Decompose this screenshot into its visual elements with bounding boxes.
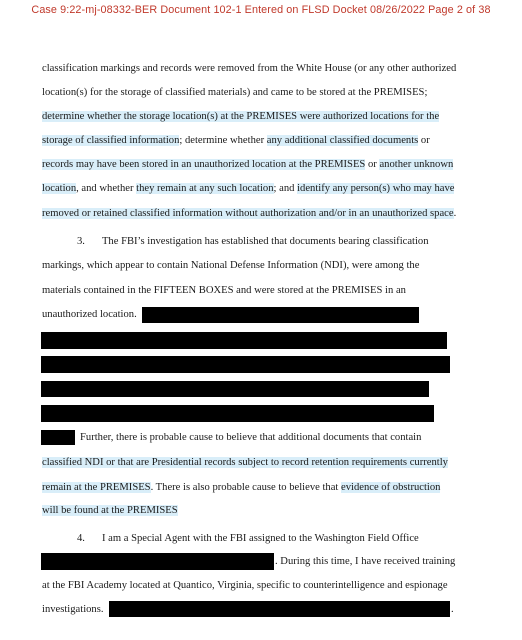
highlighted-text: records may have been stored in an unauthorized location at the PREMISES: [42, 159, 366, 170]
text-line: removed or retained classified information without authorization and/or in an unauthorized space.: [42, 208, 457, 219]
highlighted-text: evidence of obstruction: [341, 482, 441, 493]
highlighted-text: determine whether the storage location(s) at the PREMISES were authorized locations for the: [42, 111, 440, 122]
text-line: 4. I am a Special Agent with the FBI assigned to the Washington Field Office: [77, 533, 419, 544]
text-line: remain at the PREMISES. There is also probable cause to believe that evidence of obstruction: [42, 482, 441, 493]
redaction-bar: [41, 332, 447, 349]
highlighted-text: classified NDI or that are Presidential records subject to record retention requirements currently: [42, 457, 448, 468]
redaction-bar: [41, 381, 429, 397]
text-line: classification markings and records were removed from the White House (or any other authorized: [42, 63, 457, 74]
text-line: Further, there is probable cause to believe that additional documents that contain: [80, 432, 422, 443]
text-line: [0, 455, 522, 471]
highlighted-text: remain at the PREMISES: [42, 482, 151, 493]
highlighted-text: storage of classified information: [42, 135, 180, 146]
highlighted-text: location: [42, 183, 77, 194]
text-line: . During this time, I have received training: [275, 556, 456, 567]
redaction-bar: [41, 356, 450, 373]
text-line: [0, 109, 522, 125]
text-line: location, and whether they remain at any such location; and identify any person(s) who may have: [42, 183, 455, 194]
paragraph-number: 4.: [77, 533, 85, 544]
text-line: unauthorized location.: [42, 309, 137, 320]
highlighted-text: removed or retained classified information without authorization and/or in an unauthorized space: [42, 208, 454, 219]
text-line: at the FBI Academy located at Quantico, Virginia, specific to counterintelligence and espionage: [42, 580, 448, 591]
highlighted-text: another unknown: [379, 159, 454, 170]
text-line: materials contained in the FIFTEEN BOXES and were stored at the PREMISES in an: [42, 285, 406, 296]
redaction-bar: [41, 405, 434, 422]
highlighted-text: identify any person(s) who may have: [297, 183, 455, 194]
text-line: 3. The FBI’s investigation has established that documents bearing classification: [77, 236, 429, 247]
docket-header: Case 9:22-mj-08332-BER Document 102-1 Entered on FLSD Docket 08/26/2022 Page 2 of 38: [31, 4, 491, 16]
text-line: investigations.: [42, 604, 104, 615]
text-line: location(s) for the storage of classified materials) and came to be stored at the PREMISES;: [42, 87, 428, 98]
text-line: .: [451, 604, 454, 615]
paragraph-number: 3.: [77, 236, 85, 247]
text-line: storage of classified information; determine whether any additional classified documents or: [42, 135, 430, 146]
highlighted-text: will be found at the PREMISES: [42, 505, 178, 516]
highlighted-text: any additional classified documents: [266, 135, 419, 146]
text-line: [0, 503, 522, 519]
highlighted-text: they remain at any such location: [136, 183, 274, 194]
redaction-bar: [142, 307, 419, 323]
text-line: records may have been stored in an unauthorized location at the PREMISES or another unknown: [42, 159, 454, 170]
text-line: markings, which appear to contain National Defense Information (NDI), were among the: [42, 260, 420, 271]
